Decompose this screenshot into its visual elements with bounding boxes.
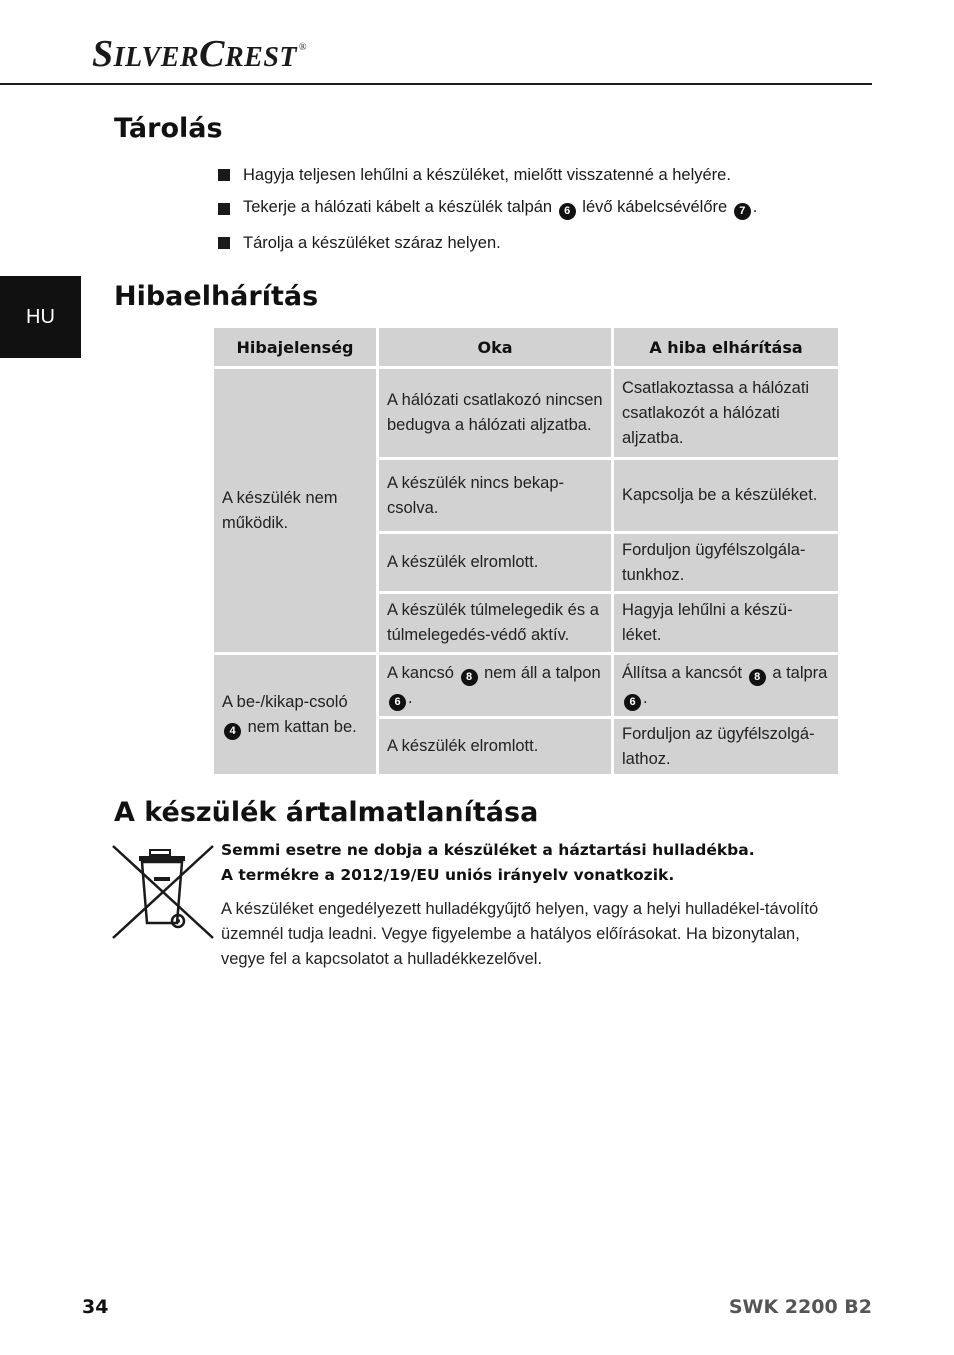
symptom-cell xyxy=(213,654,378,776)
text-fragment: nem kattan be. xyxy=(243,717,357,736)
brand-logo xyxy=(92,33,308,75)
part-number-badge: 6 xyxy=(559,203,576,220)
page-number: 34 xyxy=(82,1296,109,1318)
cause-cell: A készülék túlmelegedik és a túlmelegedés-védő aktív. xyxy=(378,593,613,654)
column-header-cause: Oka xyxy=(378,327,613,368)
remedy-cell: Csatlakoztassa a hálózati csatlakozót a hálózati aljzatba. xyxy=(613,368,840,459)
list-item xyxy=(218,192,838,226)
warning-line: Semmi esetre ne dobja a készüléket a háztartási hulladékba. xyxy=(221,841,755,859)
text-fragment: Tekerje a hálózati kábelt a készülék talpán xyxy=(243,198,557,216)
text-fragment: nem áll a talpon xyxy=(479,663,601,682)
disposal-warning xyxy=(221,838,841,888)
remedy-cell: Forduljon az ügyfélszolgá-lathoz. xyxy=(613,718,840,776)
weee-crossed-bin-icon xyxy=(110,843,216,941)
text-fragment: A be-/kikap-csoló xyxy=(222,692,348,711)
model-number: SWK 2200 B2 xyxy=(728,1296,872,1318)
language-code: HU xyxy=(26,305,55,328)
cause-cell: A készülék elromlott. xyxy=(378,718,613,776)
column-header-symptom: Hibajelenség xyxy=(213,327,378,368)
text-fragment: lévő kábelcsévélőre xyxy=(577,198,732,216)
troubleshooting-table xyxy=(211,325,841,777)
table-header-row xyxy=(213,327,840,368)
remedy-cell: Kapcsolja be a készüléket. xyxy=(613,459,840,533)
disposal-paragraph: A készüléket engedélyezett hulladékgyűjtő helyen, vagy a helyi hulladékel-távolító üzemnél tudja leadni. Vegye figyelembe a hatályos előírásokat. Ha bizonytalan, vegye fel a kapcsolatot a hulladékkezelővel. xyxy=(221,900,819,968)
logo-letter: C xyxy=(199,33,225,75)
text-fragment: . xyxy=(408,688,413,707)
column-header-remedy: A hiba elhárítása xyxy=(613,327,840,368)
logo-letter: S xyxy=(92,33,114,75)
troubleshooting-heading: Hibaelhárítás xyxy=(114,281,319,312)
directive-line: A termékre a 2012/19/EU uniós irányelv vonatkozik. xyxy=(221,866,675,884)
logo-text: ILVER xyxy=(113,42,200,73)
disposal-heading: A készülék ártalmatlanítása xyxy=(114,797,539,828)
language-tab xyxy=(0,276,81,358)
part-number-badge: 8 xyxy=(749,669,766,686)
part-number-badge: 4 xyxy=(224,723,241,740)
bullet-square-icon xyxy=(218,203,230,215)
remedy-cell: Hagyja lehűlni a készü-léket. xyxy=(613,593,840,654)
remedy-cell xyxy=(613,654,840,718)
bullet-square-icon xyxy=(218,169,230,181)
list-item-text: Tárolja a készüléket száraz helyen. xyxy=(243,233,501,252)
part-number-badge: 6 xyxy=(389,694,406,711)
logo-text: REST xyxy=(225,42,298,73)
storage-heading: Tárolás xyxy=(114,113,223,144)
symptom-cell: A készülék nem működik. xyxy=(213,368,378,654)
list-item xyxy=(218,226,838,260)
cause-cell: A hálózati csatlakozó nincsen bedugva a hálózati aljzatba. xyxy=(378,368,613,459)
table-row xyxy=(213,368,840,459)
header-rule xyxy=(0,83,872,85)
text-fragment: Állítsa a kancsót xyxy=(622,663,747,682)
cause-cell: A készülék nincs bekap-csolva. xyxy=(378,459,613,533)
storage-list xyxy=(218,158,838,260)
cause-cell: A készülék elromlott. xyxy=(378,533,613,593)
cause-cell xyxy=(378,654,613,718)
text-fragment: A kancsó xyxy=(387,663,459,682)
text-fragment: a talpra xyxy=(767,663,828,682)
bullet-square-icon xyxy=(218,237,230,249)
text-fragment: . xyxy=(643,688,648,707)
remedy-cell: Forduljon ügyfélszolgála-tunkhoz. xyxy=(613,533,840,593)
registered-mark: ® xyxy=(299,42,308,53)
table-row xyxy=(213,654,840,718)
part-number-badge: 8 xyxy=(461,669,478,686)
part-number-badge: 7 xyxy=(734,203,751,220)
part-number-badge: 6 xyxy=(624,694,641,711)
list-item-text: Hagyja teljesen lehűlni a készüléket, mielőtt visszatenné a helyére. xyxy=(243,165,731,184)
text-fragment: . xyxy=(752,198,758,216)
list-item-text xyxy=(243,198,757,220)
list-item xyxy=(218,158,838,192)
